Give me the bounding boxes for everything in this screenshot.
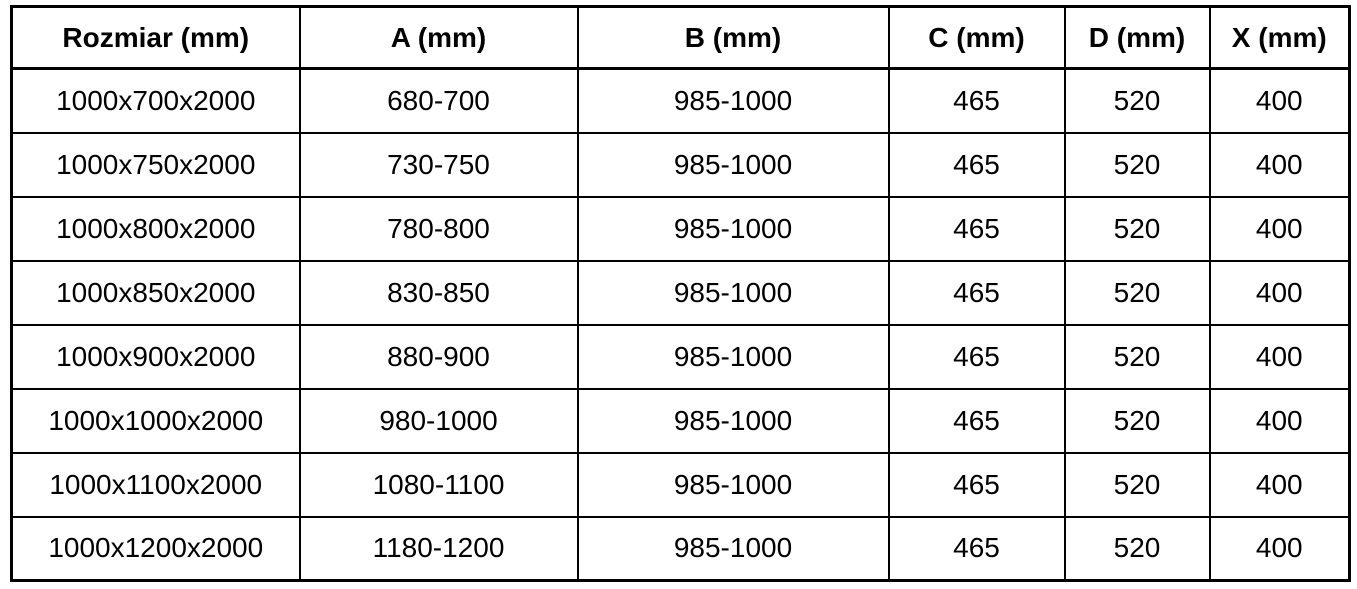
table-cell: 465 (889, 197, 1065, 261)
table-cell: 830-850 (300, 261, 578, 325)
table-cell: 985-1000 (578, 325, 889, 389)
table-header (12, 7, 1350, 69)
table-cell: 520 (1065, 453, 1210, 517)
table-cell: 400 (1210, 69, 1350, 133)
table-row (12, 453, 1350, 517)
table-cell: 1000x850x2000 (12, 261, 300, 325)
table-cell: 1000x1200x2000 (12, 517, 300, 581)
table-row (12, 197, 1350, 261)
table-cell: 520 (1065, 261, 1210, 325)
table-cell: 520 (1065, 325, 1210, 389)
header-a: A (mm) (300, 7, 578, 69)
table-cell: 680-700 (300, 69, 578, 133)
table-cell: 400 (1210, 517, 1350, 581)
table-cell: 880-900 (300, 325, 578, 389)
table-cell: 1000x800x2000 (12, 197, 300, 261)
table-row (12, 69, 1350, 133)
table-cell: 985-1000 (578, 389, 889, 453)
table-row (12, 133, 1350, 197)
table-cell: 1000x900x2000 (12, 325, 300, 389)
table-cell: 730-750 (300, 133, 578, 197)
table-cell: 465 (889, 453, 1065, 517)
table-cell: 985-1000 (578, 133, 889, 197)
table-cell: 985-1000 (578, 453, 889, 517)
table-cell: 1180-1200 (300, 517, 578, 581)
table-cell: 985-1000 (578, 197, 889, 261)
table-cell: 465 (889, 133, 1065, 197)
table-cell: 1000x1100x2000 (12, 453, 300, 517)
table-cell: 520 (1065, 389, 1210, 453)
table-cell: 985-1000 (578, 69, 889, 133)
header-x: X (mm) (1210, 7, 1350, 69)
table-cell: 465 (889, 69, 1065, 133)
table-cell: 465 (889, 325, 1065, 389)
header-b: B (mm) (578, 7, 889, 69)
table-row (12, 517, 1350, 581)
table-cell: 1080-1100 (300, 453, 578, 517)
table-cell: 1000x750x2000 (12, 133, 300, 197)
table-cell: 520 (1065, 517, 1210, 581)
header-row (12, 7, 1350, 69)
table-cell: 780-800 (300, 197, 578, 261)
table-row (12, 261, 1350, 325)
table-cell: 980-1000 (300, 389, 578, 453)
size-table (10, 5, 1351, 582)
table-cell: 465 (889, 517, 1065, 581)
header-c: C (mm) (889, 7, 1065, 69)
table-cell: 520 (1065, 133, 1210, 197)
table-cell: 465 (889, 261, 1065, 325)
table-row (12, 325, 1350, 389)
table-cell: 400 (1210, 389, 1350, 453)
table-cell: 400 (1210, 197, 1350, 261)
table-cell: 985-1000 (578, 261, 889, 325)
table-cell: 1000x700x2000 (12, 69, 300, 133)
table-cell: 520 (1065, 69, 1210, 133)
table-cell: 400 (1210, 325, 1350, 389)
table-cell: 1000x1000x2000 (12, 389, 300, 453)
table-cell: 400 (1210, 453, 1350, 517)
table-cell: 400 (1210, 261, 1350, 325)
table-cell: 400 (1210, 133, 1350, 197)
table-cell: 520 (1065, 197, 1210, 261)
table-row (12, 389, 1350, 453)
header-rozmiar: Rozmiar (mm) (12, 7, 300, 69)
table-body (12, 69, 1350, 581)
table-cell: 985-1000 (578, 517, 889, 581)
header-d: D (mm) (1065, 7, 1210, 69)
table-cell: 465 (889, 389, 1065, 453)
